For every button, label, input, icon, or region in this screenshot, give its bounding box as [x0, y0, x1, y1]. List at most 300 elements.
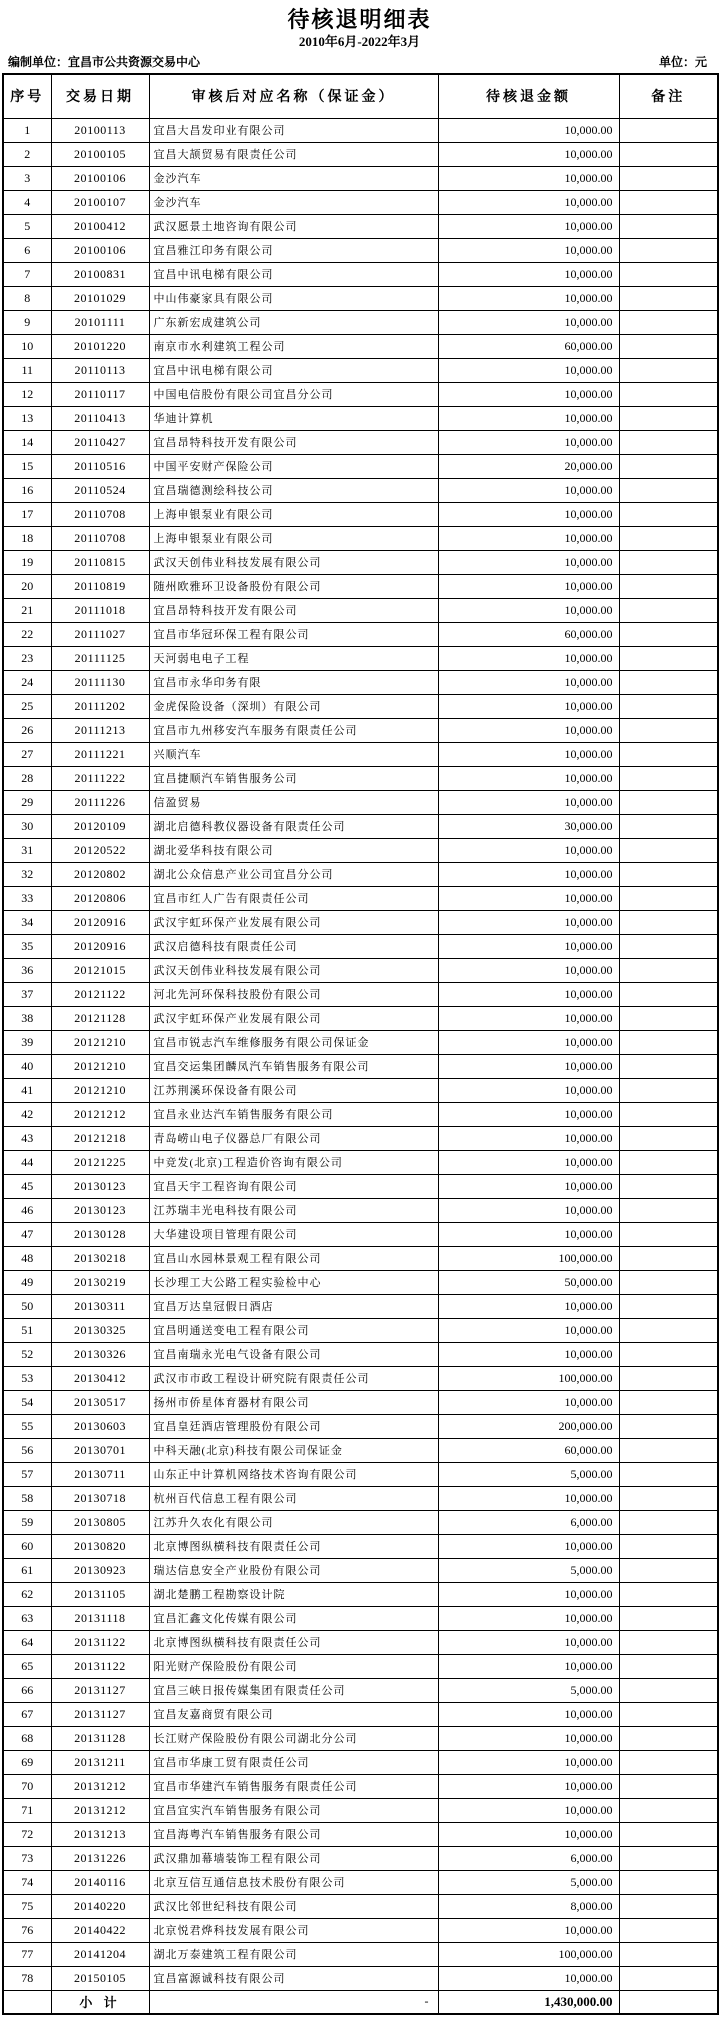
row-company-name: 宜昌大昌发印业有限公司 — [149, 118, 438, 142]
row-date: 20130311 — [51, 1294, 149, 1318]
row-company-name: 武汉宇虹环保产业发展有限公司 — [149, 910, 438, 934]
row-seq: 2 — [3, 142, 51, 166]
row-seq: 77 — [3, 1942, 51, 1966]
row-seq: 4 — [3, 190, 51, 214]
row-amount: 10,000.00 — [438, 190, 619, 214]
table-footer — [3, 1990, 718, 2014]
row-note — [619, 1606, 718, 1630]
row-company-name: 中山伟豪家具有限公司 — [149, 286, 438, 310]
row-seq: 32 — [3, 862, 51, 886]
row-date: 20130412 — [51, 1366, 149, 1390]
row-date: 20131118 — [51, 1606, 149, 1630]
row-seq: 3 — [3, 166, 51, 190]
row-date: 20100107 — [51, 190, 149, 214]
row-amount: 10,000.00 — [438, 1126, 619, 1150]
table-row — [3, 1894, 718, 1918]
row-seq: 54 — [3, 1390, 51, 1414]
row-note — [619, 430, 718, 454]
row-note — [619, 550, 718, 574]
row-seq: 44 — [3, 1150, 51, 1174]
row-company-name: 随州欧雅环卫设备股份有限公司 — [149, 574, 438, 598]
table-row — [3, 1150, 718, 1174]
row-company-name: 宜昌中讯电梯有限公司 — [149, 262, 438, 286]
row-note — [619, 238, 718, 262]
row-seq: 31 — [3, 838, 51, 862]
table-row — [3, 838, 718, 862]
table-row — [3, 1006, 718, 1030]
row-note — [619, 1870, 718, 1894]
row-date: 20100412 — [51, 214, 149, 238]
row-company-name: 北京博图纵横科技有限责任公司 — [149, 1630, 438, 1654]
row-date: 20121122 — [51, 982, 149, 1006]
row-amount: 10,000.00 — [438, 1006, 619, 1030]
row-date: 20121212 — [51, 1102, 149, 1126]
row-date: 20140422 — [51, 1918, 149, 1942]
table-row — [3, 1342, 718, 1366]
table-row — [3, 334, 718, 358]
row-amount: 10,000.00 — [438, 358, 619, 382]
table-row — [3, 814, 718, 838]
table-row — [3, 1870, 718, 1894]
row-note — [619, 1414, 718, 1438]
row-note — [619, 1750, 718, 1774]
row-company-name: 武汉天创伟业科技发展有限公司 — [149, 550, 438, 574]
row-seq: 46 — [3, 1198, 51, 1222]
row-seq: 5 — [3, 214, 51, 238]
row-seq: 34 — [3, 910, 51, 934]
row-note — [619, 1246, 718, 1270]
row-company-name: 武汉启德科技有限责任公司 — [149, 934, 438, 958]
row-company-name: 瑞达信息安全产业股份有限公司 — [149, 1558, 438, 1582]
row-note — [619, 1174, 718, 1198]
row-amount: 60,000.00 — [438, 622, 619, 646]
table-row — [3, 310, 718, 334]
row-seq: 58 — [3, 1486, 51, 1510]
row-company-name: 宜昌雅江印务有限公司 — [149, 238, 438, 262]
row-amount: 10,000.00 — [438, 166, 619, 190]
row-seq: 49 — [3, 1270, 51, 1294]
row-company-name: 长江财产保险股份有限公司湖北分公司 — [149, 1726, 438, 1750]
row-seq: 50 — [3, 1294, 51, 1318]
row-date: 20150105 — [51, 1966, 149, 1990]
row-company-name: 武汉天创伟业科技发展有限公司 — [149, 958, 438, 982]
table-row — [3, 1510, 718, 1534]
row-note — [619, 1006, 718, 1030]
table-row — [3, 886, 718, 910]
row-seq: 78 — [3, 1966, 51, 1990]
table-row — [3, 1558, 718, 1582]
row-date: 20130219 — [51, 1270, 149, 1294]
row-company-name: 中竞发(北京)工程造价咨询有限公司 — [149, 1150, 438, 1174]
row-date: 20130517 — [51, 1390, 149, 1414]
row-date: 20100105 — [51, 142, 149, 166]
row-date: 20130123 — [51, 1174, 149, 1198]
row-date: 20130326 — [51, 1342, 149, 1366]
row-date: 20131122 — [51, 1654, 149, 1678]
row-company-name: 宜昌瑞德测绘科技公司 — [149, 478, 438, 502]
subtotal-amount: 1,430,000.00 — [438, 1990, 619, 2014]
row-date: 20120806 — [51, 886, 149, 910]
row-note — [619, 598, 718, 622]
row-company-name: 中科天融(北京)科技有限公司保证金 — [149, 1438, 438, 1462]
row-seq: 69 — [3, 1750, 51, 1774]
row-amount: 10,000.00 — [438, 670, 619, 694]
row-note — [619, 1054, 718, 1078]
row-seq: 47 — [3, 1222, 51, 1246]
row-seq: 6 — [3, 238, 51, 262]
table-row — [3, 718, 718, 742]
table-row — [3, 1486, 718, 1510]
row-seq: 41 — [3, 1078, 51, 1102]
row-note — [619, 1222, 718, 1246]
row-seq: 9 — [3, 310, 51, 334]
row-note — [619, 886, 718, 910]
row-note — [619, 694, 718, 718]
row-note — [619, 1102, 718, 1126]
table-row — [3, 934, 718, 958]
row-amount: 10,000.00 — [438, 1582, 619, 1606]
row-date: 20130711 — [51, 1462, 149, 1486]
row-seq: 8 — [3, 286, 51, 310]
row-date: 20121210 — [51, 1078, 149, 1102]
row-date: 20130805 — [51, 1510, 149, 1534]
row-date: 20110117 — [51, 382, 149, 406]
row-company-name: 北京博图纵横科技有限责任公司 — [149, 1534, 438, 1558]
table-row — [3, 142, 718, 166]
row-company-name: 宜昌皇廷酒店管理股份有限公司 — [149, 1414, 438, 1438]
row-amount: 10,000.00 — [438, 286, 619, 310]
table-row — [3, 862, 718, 886]
row-seq: 63 — [3, 1606, 51, 1630]
row-note — [619, 1198, 718, 1222]
row-company-name: 天河弱电电子工程 — [149, 646, 438, 670]
table-row — [3, 1270, 718, 1294]
row-amount: 10,000.00 — [438, 118, 619, 142]
row-date: 20111130 — [51, 670, 149, 694]
row-amount: 10,000.00 — [438, 886, 619, 910]
row-amount: 10,000.00 — [438, 1318, 619, 1342]
row-company-name: 宜昌汇鑫文化传媒有限公司 — [149, 1606, 438, 1630]
row-amount: 10,000.00 — [438, 238, 619, 262]
row-amount: 10,000.00 — [438, 478, 619, 502]
row-company-name: 宜昌市红人广告有限责任公司 — [149, 886, 438, 910]
row-amount: 10,000.00 — [438, 1222, 619, 1246]
row-seq: 38 — [3, 1006, 51, 1030]
row-note — [619, 1318, 718, 1342]
row-note — [619, 1270, 718, 1294]
row-seq: 42 — [3, 1102, 51, 1126]
row-seq: 25 — [3, 694, 51, 718]
row-company-name: 扬州市侨星体育器材有限公司 — [149, 1390, 438, 1414]
table-row — [3, 1126, 718, 1150]
row-note — [619, 1462, 718, 1486]
row-date: 20100106 — [51, 238, 149, 262]
row-amount: 5,000.00 — [438, 1462, 619, 1486]
row-note — [619, 454, 718, 478]
table-row — [3, 622, 718, 646]
row-note — [619, 262, 718, 286]
row-amount: 100,000.00 — [438, 1942, 619, 1966]
row-company-name: 武汉愿景土地咨询有限公司 — [149, 214, 438, 238]
row-note — [619, 1822, 718, 1846]
row-company-name: 北京悦君烨科技发展有限公司 — [149, 1918, 438, 1942]
table-row — [3, 1750, 718, 1774]
row-date: 20120802 — [51, 862, 149, 886]
row-company-name: 宜昌市九州移安汽车服务有限责任公司 — [149, 718, 438, 742]
row-company-name: 宜昌永业达汽车销售服务有限公司 — [149, 1102, 438, 1126]
row-note — [619, 1582, 718, 1606]
row-amount: 10,000.00 — [438, 1078, 619, 1102]
row-date: 20131212 — [51, 1774, 149, 1798]
row-amount: 10,000.00 — [438, 1606, 619, 1630]
row-amount: 10,000.00 — [438, 1798, 619, 1822]
row-note — [619, 1510, 718, 1534]
row-note — [619, 358, 718, 382]
row-seq: 33 — [3, 886, 51, 910]
prepared-by-label: 编制单位：宜昌市公共资源交易中心 — [8, 55, 201, 69]
row-company-name: 宜昌市华建汽车销售服务有限责任公司 — [149, 1774, 438, 1798]
row-note — [619, 1630, 718, 1654]
row-seq: 17 — [3, 502, 51, 526]
row-seq: 10 — [3, 334, 51, 358]
row-amount: 10,000.00 — [438, 1750, 619, 1774]
table-row — [3, 598, 718, 622]
table-row — [3, 1198, 718, 1222]
row-seq: 39 — [3, 1030, 51, 1054]
row-amount: 60,000.00 — [438, 1438, 619, 1462]
row-date: 20110516 — [51, 454, 149, 478]
row-note — [619, 1486, 718, 1510]
table-row — [3, 1534, 718, 1558]
table-row — [3, 1630, 718, 1654]
row-amount: 10,000.00 — [438, 382, 619, 406]
row-seq: 26 — [3, 718, 51, 742]
row-amount: 10,000.00 — [438, 982, 619, 1006]
row-seq: 68 — [3, 1726, 51, 1750]
row-company-name: 大华建设项目管理有限公司 — [149, 1222, 438, 1246]
row-seq: 60 — [3, 1534, 51, 1558]
row-seq: 37 — [3, 982, 51, 1006]
row-date: 20101220 — [51, 334, 149, 358]
row-amount: 10,000.00 — [438, 1726, 619, 1750]
table-row — [3, 262, 718, 286]
row-seq: 56 — [3, 1438, 51, 1462]
row-company-name: 宜昌海粤汽车销售服务有限公司 — [149, 1822, 438, 1846]
row-note — [619, 1774, 718, 1798]
table-row — [3, 1798, 718, 1822]
row-company-name: 金沙汽车 — [149, 190, 438, 214]
row-company-name: 宜昌昂特科技开发有限公司 — [149, 598, 438, 622]
row-company-name: 湖北万泰建筑工程有限公司 — [149, 1942, 438, 1966]
table-row — [3, 1390, 718, 1414]
table-row — [3, 1078, 718, 1102]
row-amount: 10,000.00 — [438, 742, 619, 766]
row-amount: 10,000.00 — [438, 1486, 619, 1510]
row-company-name: 金沙汽车 — [149, 166, 438, 190]
row-company-name: 宜昌中讯电梯有限公司 — [149, 358, 438, 382]
row-note — [619, 1654, 718, 1678]
row-seq: 40 — [3, 1054, 51, 1078]
table-row — [3, 1606, 718, 1630]
page-title: 待核退明细表 — [287, 7, 432, 32]
table-row — [3, 1846, 718, 1870]
row-amount: 10,000.00 — [438, 1174, 619, 1198]
row-date: 20131226 — [51, 1846, 149, 1870]
row-seq: 55 — [3, 1414, 51, 1438]
row-date: 20140116 — [51, 1870, 149, 1894]
row-seq: 21 — [3, 598, 51, 622]
row-company-name: 山东正中计算机网络技术咨询有限公司 — [149, 1462, 438, 1486]
row-company-name: 武汉宇虹环保产业发展有限公司 — [149, 1006, 438, 1030]
row-note — [619, 574, 718, 598]
table-row — [3, 190, 718, 214]
row-note — [619, 286, 718, 310]
row-note — [619, 766, 718, 790]
refund-table — [2, 73, 719, 2015]
row-date: 20121210 — [51, 1054, 149, 1078]
row-seq: 43 — [3, 1126, 51, 1150]
row-seq: 76 — [3, 1918, 51, 1942]
row-date: 20131127 — [51, 1702, 149, 1726]
row-note — [619, 1126, 718, 1150]
table-row — [3, 1414, 718, 1438]
meta-row — [0, 50, 719, 73]
table-row — [3, 1102, 718, 1126]
row-date: 20131211 — [51, 1750, 149, 1774]
row-note — [619, 1030, 718, 1054]
row-date: 20110815 — [51, 550, 149, 574]
row-date: 20130718 — [51, 1486, 149, 1510]
row-company-name: 中国平安财产保险公司 — [149, 454, 438, 478]
row-seq: 67 — [3, 1702, 51, 1726]
row-seq: 7 — [3, 262, 51, 286]
row-company-name: 江苏荆溪环保设备有限公司 — [149, 1078, 438, 1102]
row-company-name: 宜昌宜实汽车销售服务有限公司 — [149, 1798, 438, 1822]
row-amount: 100,000.00 — [438, 1366, 619, 1390]
row-note — [619, 742, 718, 766]
row-amount: 20,000.00 — [438, 454, 619, 478]
row-company-name: 武汉市市政工程设计研究院有限责任公司 — [149, 1366, 438, 1390]
row-date: 20100106 — [51, 166, 149, 190]
row-amount: 5,000.00 — [438, 1558, 619, 1582]
row-date: 20111018 — [51, 598, 149, 622]
row-date: 20140220 — [51, 1894, 149, 1918]
row-date: 20130923 — [51, 1558, 149, 1582]
table-row — [3, 1726, 718, 1750]
row-company-name: 宜昌南瑞永光电气设备有限公司 — [149, 1342, 438, 1366]
row-seq: 16 — [3, 478, 51, 502]
row-company-name: 信盈贸易 — [149, 790, 438, 814]
row-note — [619, 862, 718, 886]
row-amount: 5,000.00 — [438, 1870, 619, 1894]
row-note — [619, 982, 718, 1006]
row-date: 20111222 — [51, 766, 149, 790]
row-company-name: 青岛崂山电子仪器总厂有限公司 — [149, 1126, 438, 1150]
row-seq: 65 — [3, 1654, 51, 1678]
row-note — [619, 958, 718, 982]
table-row — [3, 286, 718, 310]
row-amount: 10,000.00 — [438, 262, 619, 286]
row-date: 20101111 — [51, 310, 149, 334]
row-date: 20110708 — [51, 502, 149, 526]
table-row — [3, 406, 718, 430]
header-row — [3, 74, 718, 118]
row-company-name: 宜昌明通送变电工程有限公司 — [149, 1318, 438, 1342]
row-date: 20131122 — [51, 1630, 149, 1654]
row-amount: 10,000.00 — [438, 406, 619, 430]
row-note — [619, 718, 718, 742]
row-note — [619, 478, 718, 502]
table-row — [3, 670, 718, 694]
row-company-name: 长沙理工大公路工程实验检中心 — [149, 1270, 438, 1294]
row-date: 20131127 — [51, 1678, 149, 1702]
row-amount: 10,000.00 — [438, 550, 619, 574]
row-seq: 28 — [3, 766, 51, 790]
row-seq: 1 — [3, 118, 51, 142]
table-row — [3, 1438, 718, 1462]
header-note: 备注 — [619, 74, 718, 118]
row-company-name: 湖北爱华科技有限公司 — [149, 838, 438, 862]
row-note — [619, 406, 718, 430]
row-date: 20110413 — [51, 406, 149, 430]
row-company-name: 湖北楚鹏工程勘察设计院 — [149, 1582, 438, 1606]
row-company-name: 宜昌市华康工贸有限责任公司 — [149, 1750, 438, 1774]
table-row — [3, 1822, 718, 1846]
row-company-name: 杭州百代信息工程有限公司 — [149, 1486, 438, 1510]
row-amount: 60,000.00 — [438, 334, 619, 358]
row-company-name: 武汉鼎加幕墙装饰工程有限公司 — [149, 1846, 438, 1870]
row-amount: 10,000.00 — [438, 1534, 619, 1558]
row-seq: 75 — [3, 1894, 51, 1918]
row-date: 20111125 — [51, 646, 149, 670]
table-row — [3, 742, 718, 766]
row-note — [619, 1966, 718, 1990]
row-company-name: 阳光财产保险股份有限公司 — [149, 1654, 438, 1678]
row-company-name: 宜昌天宇工程咨询有限公司 — [149, 1174, 438, 1198]
row-date: 20130820 — [51, 1534, 149, 1558]
row-note — [619, 310, 718, 334]
row-company-name: 上海申银泵业有限公司 — [149, 502, 438, 526]
row-note — [619, 1726, 718, 1750]
row-seq: 71 — [3, 1798, 51, 1822]
row-company-name: 金虎保险设备（深圳）有限公司 — [149, 694, 438, 718]
row-note — [619, 1366, 718, 1390]
table-row — [3, 166, 718, 190]
row-seq: 45 — [3, 1174, 51, 1198]
row-note — [619, 670, 718, 694]
row-date: 20110819 — [51, 574, 149, 598]
row-date: 20100831 — [51, 262, 149, 286]
row-amount: 10,000.00 — [438, 838, 619, 862]
table-row — [3, 358, 718, 382]
row-seq: 72 — [3, 1822, 51, 1846]
row-date: 20111213 — [51, 718, 149, 742]
row-company-name: 宜昌友嘉商贸有限公司 — [149, 1702, 438, 1726]
row-seq: 64 — [3, 1630, 51, 1654]
row-seq: 73 — [3, 1846, 51, 1870]
row-note — [619, 526, 718, 550]
row-company-name: 湖北启德科教仪器设备有限责任公司 — [149, 814, 438, 838]
header-date: 交易日期 — [51, 74, 149, 118]
row-company-name: 南京市水利建筑工程公司 — [149, 334, 438, 358]
row-amount: 10,000.00 — [438, 718, 619, 742]
subtotal-row — [3, 1990, 718, 2014]
row-date: 20111226 — [51, 790, 149, 814]
row-amount: 10,000.00 — [438, 1630, 619, 1654]
table-row — [3, 790, 718, 814]
row-company-name: 宜昌大颉贸易有限责任公司 — [149, 142, 438, 166]
row-date: 20131128 — [51, 1726, 149, 1750]
